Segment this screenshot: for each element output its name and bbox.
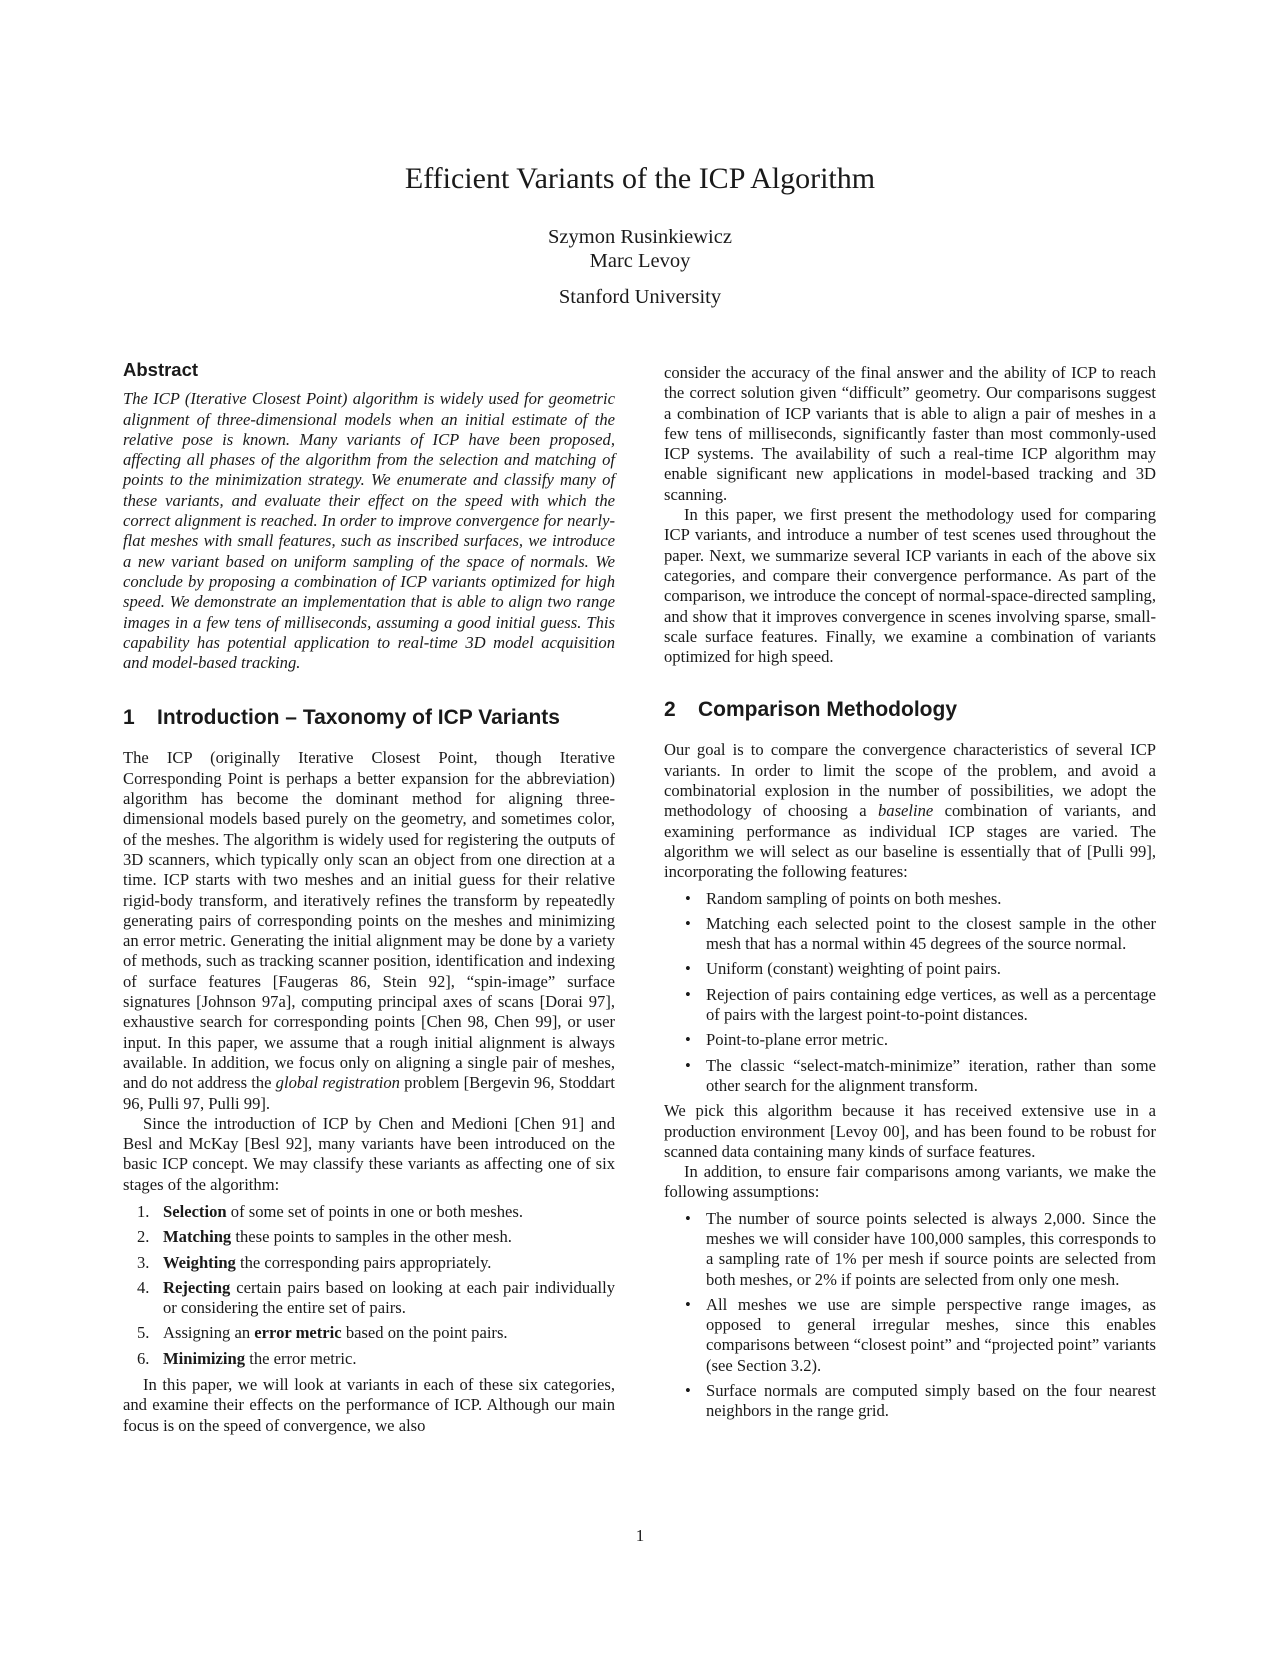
list-number: 2.: [137, 1227, 150, 1247]
list-text: certain pairs based on looking at each pair individually or considering the entire set of pairs.: [163, 1277, 616, 1318]
term: Rejecting: [163, 1277, 231, 1297]
stage-list: [123, 1202, 615, 1369]
feature-list: [664, 889, 1156, 1097]
paragraph: Since the introduction of ICP by Chen and Medioni [Chen 91] and Besl and McKay [Besl 92], many variants have been introduced on the basic ICP concept. We may classify these variants as affecting one of six stages of the algorithm:: [123, 1113, 615, 1194]
list-item: • The number of source points selected is always 2,000. Since the meshes we will consider have 100,000 samples, this corresponds to a sampling rate of 1% per mesh if source points are selected from both meshes, or 2% if points are selected from only one mesh.: [664, 1209, 1156, 1290]
term: Weighting: [163, 1252, 236, 1272]
paragraph-text: combination of variants, and examining performance as individual ICP stages are varied. The algorithm we will select as our baseline is essentially that of [Pulli 99], incorporating the following features:: [664, 801, 1157, 882]
section-title: Introduction – Taxonomy of ICP Variants: [157, 706, 560, 730]
term: Minimizing: [163, 1348, 246, 1368]
author-name: Marc Levoy: [589, 250, 691, 272]
affiliation: Stanford University: [558, 286, 722, 308]
section-number: 2: [664, 698, 676, 722]
list-item: • Uniform (constant) weighting of point pairs.: [664, 959, 1156, 979]
abstract-heading: Abstract: [123, 359, 199, 380]
term: Selection: [163, 1201, 227, 1221]
list-number: 5.: [137, 1323, 150, 1343]
term: Matching: [163, 1227, 232, 1247]
list-item: • Random sampling of points on both meshes.: [664, 889, 1156, 909]
author-name: Szymon Rusinkiewicz: [548, 226, 732, 248]
list-text: Assigning an: [163, 1323, 251, 1343]
emphasis-text: global registration: [275, 1073, 400, 1093]
term: error metric: [254, 1323, 342, 1343]
list-item: • Point-to-plane error metric.: [664, 1030, 1156, 1050]
list-item: [123, 1278, 615, 1319]
list-item: • The classic “select-match-minimize” iteration, rather than some other search for the alignment transform.: [664, 1056, 1156, 1097]
list-number: 3.: [137, 1252, 150, 1272]
paragraph-text: Our goal is to compare the convergence characteristics of several ICP variants. In order to limit the scope of the problem, and avoid a combinatorial explosion in the number of possibilities, we adopt the methodology of choosing a: [664, 740, 1156, 821]
list-item: • Rejection of pairs containing edge vertices, as well as a percentage of pairs with the largest point-to-point distances.: [664, 985, 1156, 1026]
list-text: the corresponding pairs appropriately.: [240, 1252, 492, 1272]
list-number: 6.: [137, 1348, 150, 1368]
paragraph: [664, 740, 1156, 882]
paragraph-text: The ICP (originally Iterative Closest Point, though Iterative Corresponding Point is perhaps a better expansion for the abbreviation) algorithm has become the dominant method for aligning three-dimensional models based purely on the geometry, and sometimes color, of the meshes. The algorithm is widely used for registering the outputs of 3D scanners, which typically only scan an object from one direction at a time. ICP starts with two meshes and an initial guess for their relative rigid-body transform, and iteratively refines the transform by repeatedly generating pairs of corresponding points on the meshes and minimizing an error metric. Generating the initial alignment may be done by a variety of methods, such as tracking scanner position, identification and indexing of surface features [Faugeras 86, Stein 92], “spin-image” surface signatures [Johnson 97a], computing principal axes of scans [Dorai 97], exhaustive search for corresponding points [Chen 98, Chen 99], or user input. In this paper, we assume that a rough initial alignment is always available. In addition, we focus only on aligning a single pair of meshes, and do not address the: [123, 748, 615, 1093]
paragraph: In addition, to ensure fair comparisons among variants, we make the following assumptions:: [664, 1162, 1156, 1202]
section-title: Comparison Methodology: [698, 698, 957, 722]
page-number: 1: [635, 1526, 645, 1545]
list-number: 1.: [137, 1201, 150, 1221]
paragraph: [123, 748, 615, 1113]
list-item: [123, 1253, 615, 1273]
list-item: • Matching each selected point to the closest sample in the other mesh that has a normal within 45 degrees of the source normal.: [664, 914, 1156, 955]
list-text: based on the point pairs.: [345, 1323, 508, 1343]
right-column: [664, 363, 1156, 1427]
paragraph: We pick this algorithm because it has received extensive use in a production environment [Levoy 00], and has been found to be robust for scanned data containing many kinds of surface features.: [664, 1101, 1156, 1161]
paragraph: In this paper, we first present the methodology used for comparing ICP variants, and introduce a number of test scenes used throughout the paper. Next, we summarize several ICP variants in each of the above six categories, and compare their convergence performance. As part of the comparison, we introduce the concept of normal-space-directed sampling, and show that it improves convergence in scenes involving sparse, small-scale surface features. Finally, we examine a combination of variants optimized for high speed.: [664, 505, 1156, 667]
assumption-list: [664, 1209, 1156, 1422]
list-item: [123, 1349, 615, 1369]
paragraph: In this paper, we will look at variants in each of these six categories, and examine their effects on the performance of ICP. Although our main focus is on the speed of convergence, we also: [123, 1375, 615, 1435]
list-item: [123, 1323, 615, 1343]
emphasis-text: baseline: [877, 801, 934, 821]
list-text: of some set of points in one or both meshes.: [230, 1201, 523, 1221]
list-number: 4.: [137, 1277, 150, 1297]
abstract-text: The ICP (Iterative Closest Point) algorithm is widely used for geometric alignment of three-dimensional models when an initial estimate of the relative pose is known. Many variants of ICP have been proposed, affecting all phases of the algorithm from the selection and matching of points to the minimization strategy. We enumerate and classify many of these variants, and evaluate their effect on the speed with which the correct alignment is reached. In order to improve convergence for nearly-flat meshes with small features, such as inscribed surfaces, we introduce a new variant based on uniform sampling of the space of normals. We conclude by proposing a combination of ICP variants optimized for high speed. We demonstrate an implementation that is able to align two range images in a few tens of milliseconds, assuming a good initial guess. This capability has potential application to real-time 3D model acquisition and model-based tracking.: [123, 389, 615, 673]
paper-title: Efficient Variants of the ICP Algorithm: [404, 162, 876, 195]
list-text: the error metric.: [249, 1348, 357, 1368]
list-item: [123, 1202, 615, 1222]
section-heading: [664, 697, 1156, 723]
section-number: 1: [123, 706, 135, 730]
list-text: these points to samples in the other mesh.: [235, 1227, 512, 1247]
list-item: [123, 1227, 615, 1247]
section-heading: [123, 705, 615, 731]
paragraph: consider the accuracy of the final answer and the ability of ICP to reach the correct solution given “difficult” geometry. Our comparisons suggest a combination of ICP variants that is able to align a pair of meshes in a few tens of milliseconds, significantly faster than most commonly-used ICP systems. The availability of such a real-time ICP algorithm may enable significant new applications in model-based tracking and 3D scanning.: [664, 363, 1156, 504]
list-item: • Surface normals are computed simply based on the four nearest neighbors in the range grid.: [664, 1381, 1156, 1422]
list-item: • All meshes we use are simple perspective range images, as opposed to general irregular meshes, since this enables comparisons between “closest point” and “projected point” variants (see Section 3.2).: [664, 1295, 1156, 1376]
paragraph-text: problem [Bergevin 96, Stoddart 96, Pulli 97, Pulli 99].: [123, 1073, 615, 1113]
left-column: [123, 360, 615, 1436]
